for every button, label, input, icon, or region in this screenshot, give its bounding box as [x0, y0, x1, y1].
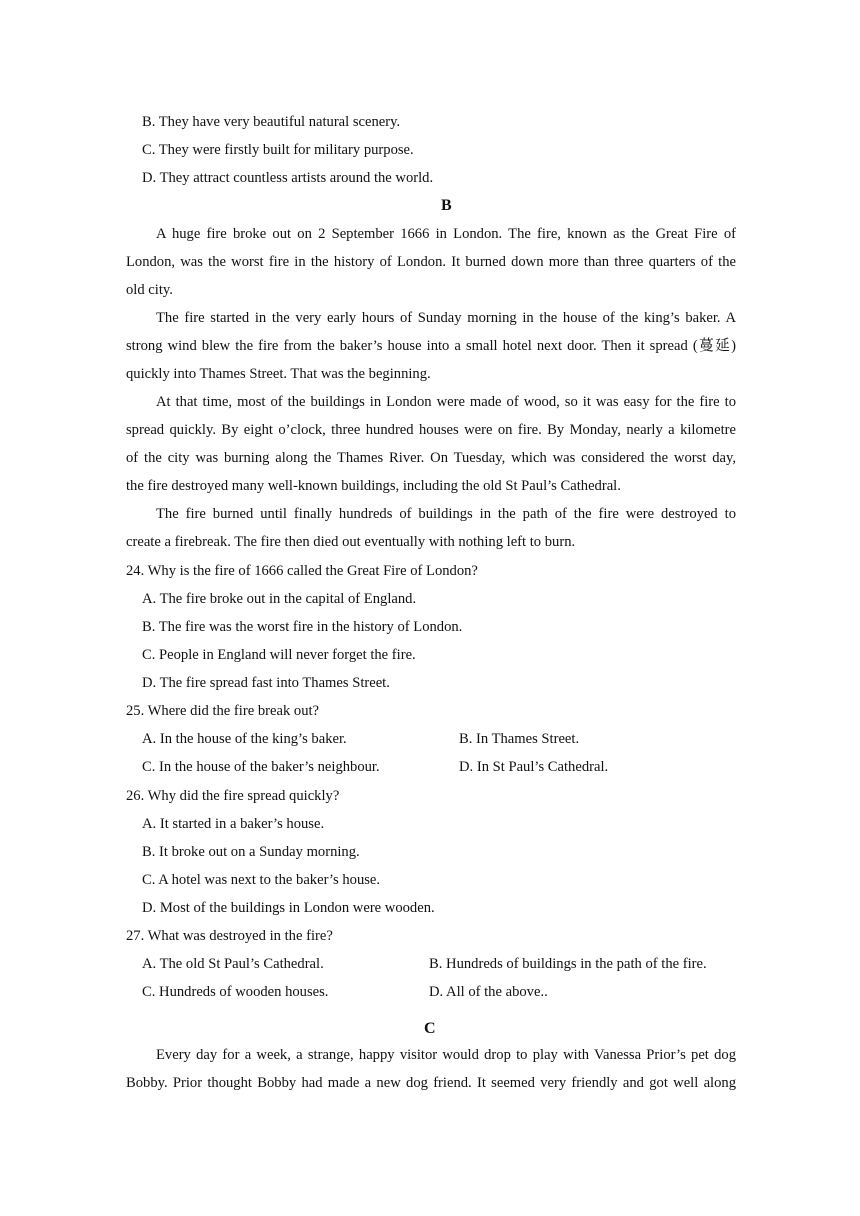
section-heading-c: C	[424, 1020, 436, 1037]
paragraph-line: Bobby. Prior thought Bobby had made a new dog friend. It seemed very friendly and got well along	[126, 1075, 736, 1091]
paragraph-line: A huge fire broke out on 2 September 1666 in London. The fire, known as the Great Fire of	[156, 226, 736, 242]
paragraph-line: At that time, most of the buildings in London were made of wood, so it was easy for the fire to	[156, 394, 736, 410]
option-line: D. They attract countless artists around the world.	[142, 170, 434, 186]
option-27b: B. Hundreds of buildings in the path of the fire.	[429, 956, 707, 972]
paragraph-line: create a firebreak. The fire then died out eventually with nothing left to burn.	[126, 534, 576, 550]
paragraph-line: spread quickly. By eight o’clock, three hundred houses were on fire. By Monday, nearly a kilometre	[126, 422, 736, 438]
paragraph-line: quickly into Thames Street. That was the beginning.	[126, 366, 431, 382]
option-27d: D. All of the above..	[429, 984, 548, 1000]
paragraph-line: London, was the worst fire in the history of London. It burned down more than three quarters of the	[126, 254, 736, 270]
paragraph-line: Every day for a week, a strange, happy visitor would drop to play with Vanessa Prior’s pet dog	[156, 1047, 736, 1063]
option-24b: B. The fire was the worst fire in the history of London.	[142, 619, 463, 635]
option-25d: D. In St Paul’s Cathedral.	[459, 759, 609, 775]
paragraph-line: strong wind blew the fire from the baker’s house into a small hotel next door. Then it spread (蔓延)	[126, 338, 736, 354]
option-24d: D. The fire spread fast into Thames Street.	[142, 675, 390, 691]
option-26c: C. A hotel was next to the baker’s house.	[142, 872, 381, 888]
option-line: B. They have very beautiful natural scenery.	[142, 114, 401, 130]
option-25a: A. In the house of the king’s baker.	[142, 731, 347, 747]
question-stem-24: 24. Why is the fire of 1666 called the Great Fire of London?	[126, 563, 478, 579]
question-stem-25: 25. Where did the fire break out?	[126, 703, 320, 719]
option-25b: B. In Thames Street.	[459, 731, 580, 747]
option-25c: C. In the house of the baker’s neighbour.	[142, 759, 380, 775]
option-24c: C. People in England will never forget the fire.	[142, 647, 416, 663]
section-heading-b: B	[441, 197, 452, 214]
option-27c: C. Hundreds of wooden houses.	[142, 984, 329, 1000]
paragraph-line: The fire started in the very early hours of Sunday morning in the house of the king’s baker. A	[156, 310, 736, 326]
paragraph-line: The fire burned until finally hundreds of buildings in the path of the fire were destroyed to	[156, 506, 736, 522]
option-24a: A. The fire broke out in the capital of England.	[142, 591, 417, 607]
option-26b: B. It broke out on a Sunday morning.	[142, 844, 360, 860]
question-stem-26: 26. Why did the fire spread quickly?	[126, 788, 340, 804]
option-line: C. They were firstly built for military purpose.	[142, 142, 414, 158]
paragraph-line: the fire destroyed many well-known buildings, including the old St Paul’s Cathedral.	[126, 478, 621, 494]
question-stem-27: 27. What was destroyed in the fire?	[126, 928, 333, 944]
paragraph-line: of the city was burning along the Thames River. On Tuesday, which was considered the worst day,	[126, 450, 736, 466]
option-26d: D. Most of the buildings in London were wooden.	[142, 900, 435, 916]
option-27a: A. The old St Paul’s Cathedral.	[142, 956, 324, 972]
option-26a: A. It started in a baker’s house.	[142, 816, 325, 832]
paragraph-line: old city.	[126, 282, 173, 298]
